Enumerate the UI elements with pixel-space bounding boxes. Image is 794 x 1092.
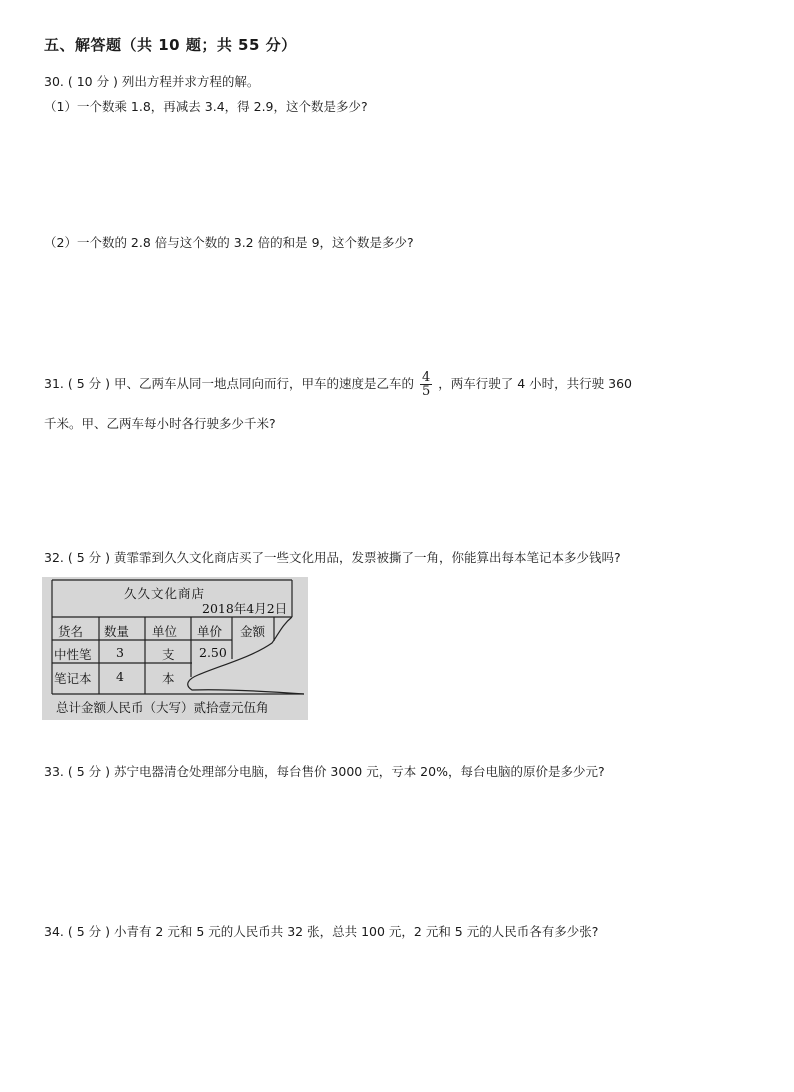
- question-31-head: 31. ( 5 分 ) 甲、乙两车从同一地点同向而行，甲车的速度是乙车的: [44, 376, 414, 391]
- receipt-header-unit: 单位: [152, 624, 178, 639]
- fraction-numerator: 4: [421, 370, 431, 385]
- receipt-row-1-qty: 3: [116, 645, 124, 660]
- receipt-header-amount: 金额: [240, 624, 266, 639]
- receipt-row-2-qty: 4: [116, 669, 124, 684]
- receipt-header-price: 单价: [197, 624, 223, 639]
- receipt-date: 2018年4月2日: [202, 601, 288, 616]
- receipt-row-1-unit: 支: [162, 647, 175, 662]
- question-34: 34. ( 5 分 ) 小青有 2 元和 5 元的人民币共 32 张，总共 100 元，2 元和 5 元的人民币各有多少张?: [44, 924, 599, 939]
- question-31-tail: ，两车行驶了 4 小时，共行驶 360: [438, 376, 632, 391]
- receipt-image: [42, 577, 308, 720]
- question-32-head: 32. ( 5 分 ) 黄霏霏到久久文化商店买了一些文化用品，发票被撕了一角，你能算出每本笔记本多少钱吗?: [44, 550, 621, 565]
- question-30-head: 30. ( 10 分 ) 列出方程并求方程的解。: [44, 74, 260, 89]
- fraction: [420, 371, 432, 398]
- receipt-row-1-item: 中性笔: [54, 647, 92, 662]
- receipt-row-1-price: 2.50: [199, 645, 227, 660]
- fraction-denominator: 5: [421, 384, 431, 399]
- section-title: 五、解答题（共 10 题；共 55 分）: [44, 36, 297, 54]
- question-33: 33. ( 5 分 ) 苏宁电器清仓处理部分电脑，每台售价 3000 元，亏本 20%，每台电脑的原价是多少元?: [44, 764, 605, 779]
- question-31-line-2: 千米。甲、乙两车每小时各行驶多少千米?: [44, 416, 276, 431]
- question-30-part-1: （1）一个数乘 1.8，再减去 3.4，得 2.9，这个数是多少?: [44, 99, 368, 114]
- receipt-total: 总计金额人民币（大写）贰拾壹元伍角: [56, 700, 269, 715]
- receipt-row-2-item: 笔记本: [54, 671, 92, 686]
- question-31-line-1: [44, 371, 632, 398]
- receipt-header-item: 货名: [58, 624, 84, 639]
- receipt-shop-name: 久久文化商店: [124, 586, 206, 601]
- receipt-header-qty: 数量: [104, 624, 130, 639]
- question-30-part-2: （2）一个数的 2.8 倍与这个数的 3.2 倍的和是 9，这个数是多少?: [44, 235, 414, 250]
- receipt-row-2-unit: 本: [162, 671, 175, 686]
